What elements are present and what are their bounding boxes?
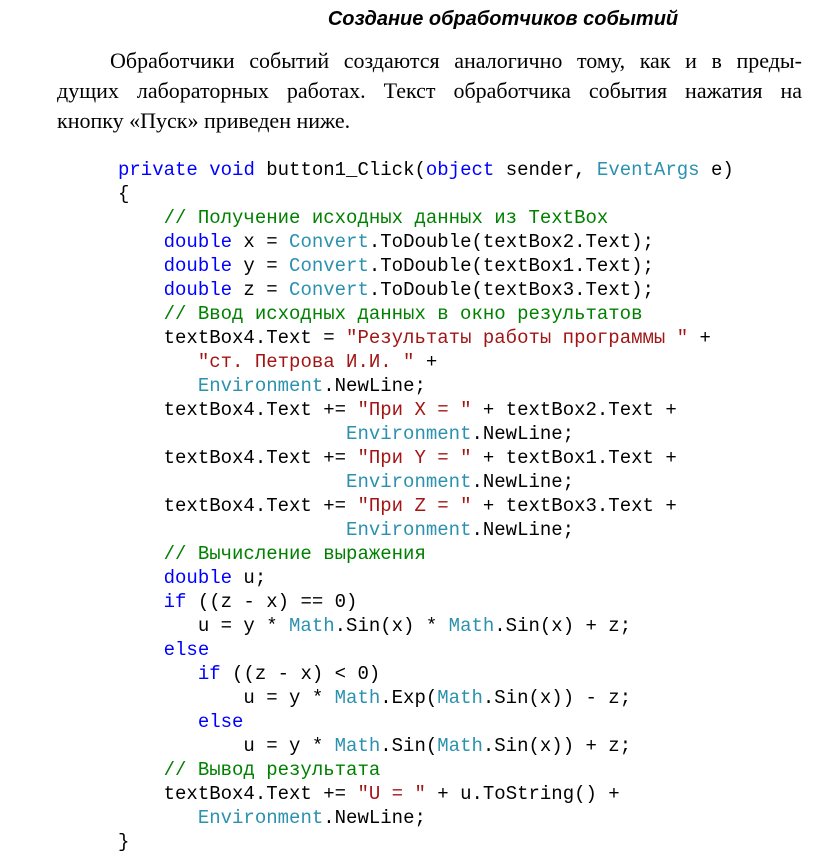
code-text: .NewLine;	[323, 375, 426, 397]
code-text: + textBox1.Text +	[471, 447, 677, 469]
section-heading-text: Создание обработчиков событий	[327, 8, 679, 30]
code-string: "U = "	[357, 783, 426, 805]
code-keyword: object	[425, 159, 495, 181]
code-text: ((z - x) < 0)	[220, 663, 381, 685]
code-text	[118, 351, 198, 373]
code-keyword: void	[209, 159, 255, 181]
code-text: ((z - x) == 0)	[186, 591, 358, 613]
code-line	[118, 446, 734, 470]
code-keyword: else	[163, 639, 210, 661]
code-text	[118, 759, 164, 781]
code-line	[118, 710, 734, 734]
code-line	[118, 782, 734, 806]
code-text: .Sin(	[380, 735, 438, 757]
code-type: Math	[334, 687, 381, 709]
code-type: Environment	[346, 519, 472, 541]
code-text: .Sin(x) + z;	[494, 615, 632, 637]
code-type: Environment	[346, 423, 472, 445]
section-heading	[0, 8, 816, 31]
code-keyword: if	[163, 591, 187, 613]
code-text: u = y *	[118, 687, 335, 709]
code-text: }	[118, 831, 130, 853]
code-text: z =	[232, 279, 290, 301]
code-line	[118, 494, 734, 518]
code-text: button1_Click(	[254, 159, 426, 181]
code-type: Math	[437, 735, 483, 757]
code-comment: // Вывод результата	[163, 759, 381, 781]
code-text: textBox4.Text +=	[118, 399, 358, 421]
code-keyword: private	[118, 159, 198, 181]
code-text: +	[414, 351, 438, 373]
code-text: + u.ToString() +	[425, 783, 620, 805]
code-type: Convert	[289, 231, 369, 253]
code-type: Math	[289, 615, 335, 637]
code-text: + textBox3.Text +	[471, 495, 677, 517]
code-type: Convert	[289, 255, 369, 277]
code-text: y =	[232, 255, 290, 277]
code-line	[118, 230, 734, 254]
code-type: Environment	[197, 807, 324, 829]
code-line	[118, 182, 734, 206]
code-string: "При X = "	[357, 399, 472, 421]
code-text: + textBox2.Text +	[471, 399, 677, 421]
code-type: Math	[334, 735, 381, 757]
code-keyword: else	[197, 711, 244, 733]
code-text	[118, 207, 164, 229]
code-text: u = y *	[118, 735, 335, 757]
code-text: .Sin(x)) - z;	[482, 687, 632, 709]
code-keyword: double	[163, 255, 233, 277]
code-line	[118, 686, 734, 710]
code-text: .NewLine;	[471, 423, 575, 445]
code-line	[118, 542, 734, 566]
code-text	[118, 591, 164, 613]
code-line	[118, 806, 734, 830]
code-line	[118, 638, 734, 662]
code-text	[118, 663, 198, 685]
code-text: textBox4.Text +=	[118, 783, 358, 805]
code-line	[118, 278, 734, 302]
code-text: .NewLine;	[471, 519, 575, 541]
code-text: .NewLine;	[323, 807, 426, 829]
code-line	[118, 734, 734, 758]
code-line	[118, 302, 734, 326]
paragraph-line: Обработчики событий создаются аналогично тому, как и в преды-	[110, 48, 802, 73]
code-type: Environment	[197, 375, 324, 397]
code-text	[118, 711, 198, 733]
code-text: sender,	[494, 159, 597, 181]
code-text: textBox4.Text =	[118, 327, 347, 349]
code-line	[118, 518, 734, 542]
code-text: .Sin(x)) + z;	[482, 735, 632, 757]
code-line	[118, 398, 734, 422]
code-text: u;	[232, 567, 267, 589]
code-string: "ст. Петрова И.И. "	[197, 351, 415, 373]
code-text: textBox4.Text +=	[118, 495, 358, 517]
code-line	[118, 758, 734, 782]
code-text: .NewLine;	[471, 471, 575, 493]
code-text	[118, 255, 164, 277]
code-line	[118, 566, 734, 590]
code-text: +	[688, 327, 711, 349]
code-text: .ToDouble(textBox1.Text);	[368, 255, 654, 277]
intro-paragraph	[57, 46, 802, 136]
code-text	[118, 375, 198, 397]
code-string: "Результаты работы программы "	[346, 327, 689, 349]
code-text	[118, 519, 346, 541]
code-type: Environment	[346, 471, 472, 493]
code-line	[118, 326, 734, 350]
code-keyword: if	[197, 663, 221, 685]
code-line	[118, 830, 734, 854]
code-line	[118, 614, 734, 638]
code-comment: // Вычисление выражения	[163, 543, 426, 565]
code-text	[118, 423, 346, 445]
paragraph-line: дущих лабораторных работах. Текст обработчика события нажатия на	[57, 78, 802, 103]
code-line	[118, 206, 734, 230]
code-text	[118, 639, 164, 661]
code-text: .Exp(	[380, 687, 438, 709]
code-type: Math	[448, 615, 495, 637]
paragraph-line: кнопку «Пуск» приведен ниже.	[57, 108, 351, 133]
code-line	[118, 422, 734, 446]
code-text	[118, 567, 164, 589]
code-line	[118, 350, 734, 374]
code-string: "При Z = "	[357, 495, 472, 517]
code-text: textBox4.Text +=	[118, 447, 358, 469]
code-line	[118, 158, 734, 182]
code-text: {	[118, 183, 130, 205]
code-keyword: double	[163, 231, 233, 253]
code-keyword: double	[163, 567, 233, 589]
code-text	[118, 231, 164, 253]
code-text	[198, 159, 209, 181]
code-type: Math	[437, 687, 483, 709]
code-line	[118, 662, 734, 686]
code-type: EventArgs	[596, 159, 700, 181]
code-text: .ToDouble(textBox3.Text);	[368, 279, 654, 301]
code-comment: // Получение исходных данных из TextBox	[163, 207, 609, 229]
code-text	[118, 543, 164, 565]
code-line	[118, 254, 734, 278]
code-string: "При Y = "	[357, 447, 472, 469]
code-text	[118, 471, 346, 493]
code-text: .Sin(x) *	[334, 615, 449, 637]
code-text	[118, 279, 164, 301]
code-text: x =	[232, 231, 290, 253]
code-line	[118, 590, 734, 614]
code-text: u = y *	[118, 615, 290, 637]
code-comment: // Ввод исходных данных в окно результатов	[163, 303, 643, 325]
code-text	[118, 807, 198, 829]
code-line	[118, 470, 734, 494]
code-line	[118, 374, 734, 398]
code-text: .ToDouble(textBox2.Text);	[368, 231, 654, 253]
code-keyword: double	[163, 279, 233, 301]
code-text: e)	[699, 159, 734, 181]
code-type: Convert	[289, 279, 369, 301]
code-listing	[118, 158, 734, 854]
code-text	[118, 303, 164, 325]
